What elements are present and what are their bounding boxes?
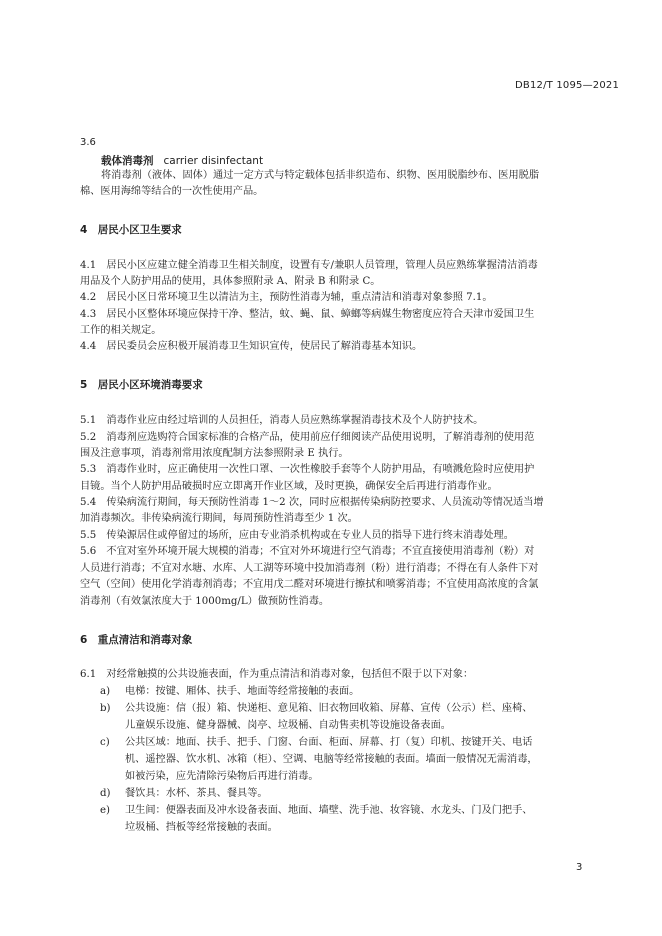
term-title [101, 153, 263, 168]
list-label: a) [100, 686, 111, 697]
standard-number: DB12/T 1095—2021 [515, 80, 620, 91]
list-item: 公共区域：地面、扶手、把手、门窗、台面、柜面、屏幕、打（复）印机、按键开关、电话 [125, 737, 533, 748]
paragraph-line: 4.4 居民委员会应积极开展消毒卫生知识宣传，使居民了解消毒基本知识。 [80, 341, 423, 352]
paragraph-line: 用品及个人防护用品的使用，具体参照附录 A、附录 B 和附录 C。 [80, 276, 381, 287]
definition-line: 将消毒剂（液体、固体）通过一定方式与特定载体包括非织造布、织物、医用脱脂纱布、医用脱脂 [101, 170, 540, 181]
clause-number: 3.6 [80, 137, 96, 148]
list-item: 电梯：按键、厢体、扶手、地面等经常接触的表面。 [125, 686, 360, 697]
paragraph-line: 4.3 居民小区整体环境应保持干净、整洁，蚊、蝇、鼠、蟑螂等病媒生物密度应符合天津市爱国卫生 [80, 309, 535, 320]
paragraph-line: 5.5 传染源居住或停留过的场所，应由专业消杀机构或在专业人员的指导下进行终末消毒处理。 [80, 530, 514, 541]
list-label: b) [100, 703, 111, 714]
paragraph-line: 围及注意事项，消毒剂常用浓度配制方法参照附录 E 执行。 [80, 448, 349, 459]
paragraph-line: 5.4 传染病流行期间，每天预防性消毒 1～2 次，同时应根据传染病防控要求、人员流动等情况适当增 [80, 497, 544, 508]
list-item-continuation: 如被污染，应先清除污染物后再进行消毒。 [125, 771, 319, 782]
list-item: 卫生间：便器表面及冲水设备表面、地面、墙壁、洗手池、妆容镜、水龙头、门及门把手、 [125, 805, 533, 816]
paragraph-line: 加消毒频次。非传染病流行期间，每周预防性消毒至少 1 次。 [80, 513, 358, 524]
paragraph-line: 人员进行消毒；不宜对水塘、水库、人工湖等环境中投加消毒剂（粉）进行消毒；不得在有人条件下对 [80, 563, 539, 574]
paragraph-line: 目镜。当个人防护用品破损时应立即离开作业区域，及时更换，确保安全后再进行消毒作业。 [80, 481, 498, 492]
list-item-continuation: 儿童娱乐设施、健身器械、岗亭、垃圾桶、自动售卖机等设施设备表面。 [125, 720, 451, 731]
list-item-continuation: 机、遥控器、饮水机、冰箱（柜）、空调、电脑等经常接触的表面。墙面一般情况无需消毒， [125, 754, 538, 765]
paragraph-line: 工作的相关规定。 [80, 325, 162, 336]
section-heading: 6 重点清洁和消毒对象 [80, 634, 193, 646]
section-heading: 5 居民小区环境消毒要求 [80, 379, 203, 391]
list-item: 餐饮具：水杯、茶具、餐具等。 [125, 788, 268, 799]
paragraph-line: 5.2 消毒剂应选购符合国家标准的合格产品，使用前应仔细阅读产品使用说明，了解消毒剂的使用范 [80, 432, 535, 443]
paragraph-line: 消毒剂（有效氯浓度大于 1000mg/L）做预防性消毒。 [80, 596, 330, 607]
paragraph-line: 6.1 对经常触摸的公共设施表面，作为重点清洁和消毒对象，包括但不限于以下对象： [80, 669, 474, 680]
paragraph-line: 4.1 居民小区应建立健全消毒卫生相关制度，设置有专/兼职人员管理，管理人员应熟练掌握清洁消毒 [80, 260, 538, 271]
term-english: carrier disinfectant [163, 155, 264, 167]
page-number: 3 [576, 862, 583, 873]
list-label: e) [100, 805, 111, 816]
term-chinese: 载体消毒剂 [101, 155, 154, 167]
list-item: 公共设施：信（报）箱、快递柜、意见箱、旧衣物回收箱、屏幕、宣传（公示）栏、座椅、 [125, 703, 533, 714]
list-label: c) [100, 737, 110, 748]
list-item-continuation: 垃圾桶、挡板等经常接触的表面。 [125, 822, 278, 833]
section-heading: 4 居民小区卫生要求 [80, 224, 182, 236]
paragraph-line: 5.1 消毒作业应由经过培训的人员担任，消毒人员应熟练掌握消毒技术及个人防护技术。 [80, 415, 484, 426]
list-label: d) [100, 788, 111, 799]
paragraph-line: 4.2 居民小区日常环境卫生以清洁为主，预防性消毒为辅，重点清洁和消毒对象参照 7.1。 [80, 292, 493, 303]
paragraph-line: 5.6 不宜对室外环境开展大规模的消毒；不宜对外环境进行空气消毒；不宜直接使用消毒剂（粉）对 [80, 546, 535, 557]
paragraph-line: 5.3 消毒作业时，应正确使用一次性口罩、一次性橡胶手套等个人防护用品，有喷溅危险时应使用护 [80, 464, 535, 475]
paragraph-line: 空气（空间）使用化学消毒剂消毒；不宜用戊二醛对环境进行擦拭和喷雾消毒；不宜使用高浓度的含氯 [80, 579, 539, 590]
definition-line: 棉、医用海绵等结合的一次性使用产品。 [80, 186, 264, 197]
